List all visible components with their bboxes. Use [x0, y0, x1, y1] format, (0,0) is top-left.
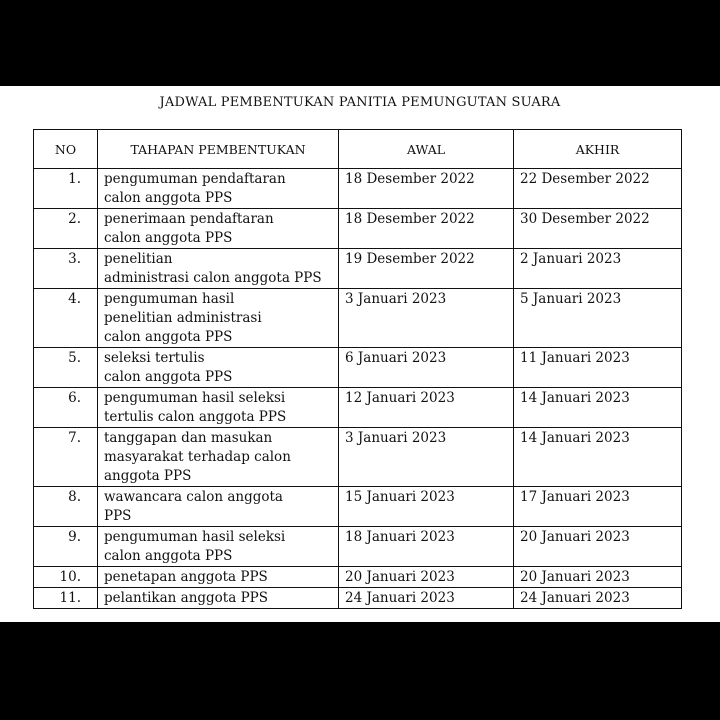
row-stage: penetapan anggota PPS	[98, 567, 339, 588]
row-number: 8.	[34, 487, 98, 527]
row-stage: pengumuman hasil seleksi calon anggota PPS	[98, 527, 339, 567]
row-number: 6.	[34, 388, 98, 428]
row-start-date: 19 Desember 2022	[339, 249, 514, 289]
table-header-row	[34, 130, 682, 169]
header-tahapan: TAHAPAN PEMBENTUKAN	[98, 130, 339, 169]
row-start-date: 6 Januari 2023	[339, 348, 514, 388]
row-start-date: 12 Januari 2023	[339, 388, 514, 428]
row-end-date: 5 Januari 2023	[514, 289, 682, 348]
header-awal: AWAL	[339, 130, 514, 169]
table-row	[34, 348, 682, 388]
row-end-date: 17 Januari 2023	[514, 487, 682, 527]
row-start-date: 24 Januari 2023	[339, 588, 514, 609]
document-title: JADWAL PEMBENTUKAN PANITIA PEMUNGUTAN SUARA	[159, 95, 561, 110]
row-number: 4.	[34, 289, 98, 348]
row-start-date: 18 Januari 2023	[339, 527, 514, 567]
row-number: 2.	[34, 209, 98, 249]
table-row	[34, 527, 682, 567]
table-body	[34, 169, 682, 609]
row-stage: penelitian administrasi calon anggota PPS	[98, 249, 339, 289]
table-row	[34, 487, 682, 527]
row-stage: tanggapan dan masukan masyarakat terhadap calon anggota PPS	[98, 428, 339, 487]
document-page	[0, 86, 720, 622]
row-end-date: 14 Januari 2023	[514, 388, 682, 428]
table-row	[34, 209, 682, 249]
row-number: 3.	[34, 249, 98, 289]
schedule-table	[33, 129, 682, 609]
row-number: 10.	[34, 567, 98, 588]
table-row	[34, 428, 682, 487]
table-row	[34, 249, 682, 289]
row-stage: pelantikan anggota PPS	[98, 588, 339, 609]
row-number: 11.	[34, 588, 98, 609]
table-row	[34, 289, 682, 348]
row-end-date: 20 Januari 2023	[514, 567, 682, 588]
table-row	[34, 388, 682, 428]
row-number: 9.	[34, 527, 98, 567]
table-row	[34, 169, 682, 209]
row-start-date: 3 Januari 2023	[339, 289, 514, 348]
row-end-date: 30 Desember 2022	[514, 209, 682, 249]
row-stage: penerimaan pendaftaran calon anggota PPS	[98, 209, 339, 249]
row-stage: pengumuman pendaftaran calon anggota PPS	[98, 169, 339, 209]
row-stage: pengumuman hasil seleksi tertulis calon anggota PPS	[98, 388, 339, 428]
row-start-date: 15 Januari 2023	[339, 487, 514, 527]
row-stage: pengumuman hasil penelitian administrasi calon anggota PPS	[98, 289, 339, 348]
row-start-date: 20 Januari 2023	[339, 567, 514, 588]
row-start-date: 3 Januari 2023	[339, 428, 514, 487]
row-end-date: 24 Januari 2023	[514, 588, 682, 609]
row-end-date: 20 Januari 2023	[514, 527, 682, 567]
row-number: 1.	[34, 169, 98, 209]
table-row	[34, 567, 682, 588]
row-start-date: 18 Desember 2022	[339, 209, 514, 249]
row-stage: seleksi tertulis calon anggota PPS	[98, 348, 339, 388]
row-end-date: 22 Desember 2022	[514, 169, 682, 209]
header-akhir: AKHIR	[514, 130, 682, 169]
row-end-date: 2 Januari 2023	[514, 249, 682, 289]
row-end-date: 14 Januari 2023	[514, 428, 682, 487]
row-start-date: 18 Desember 2022	[339, 169, 514, 209]
header-no: NO	[34, 130, 98, 169]
row-number: 7.	[34, 428, 98, 487]
row-end-date: 11 Januari 2023	[514, 348, 682, 388]
row-stage: wawancara calon anggota PPS	[98, 487, 339, 527]
row-number: 5.	[34, 348, 98, 388]
table-row	[34, 588, 682, 609]
